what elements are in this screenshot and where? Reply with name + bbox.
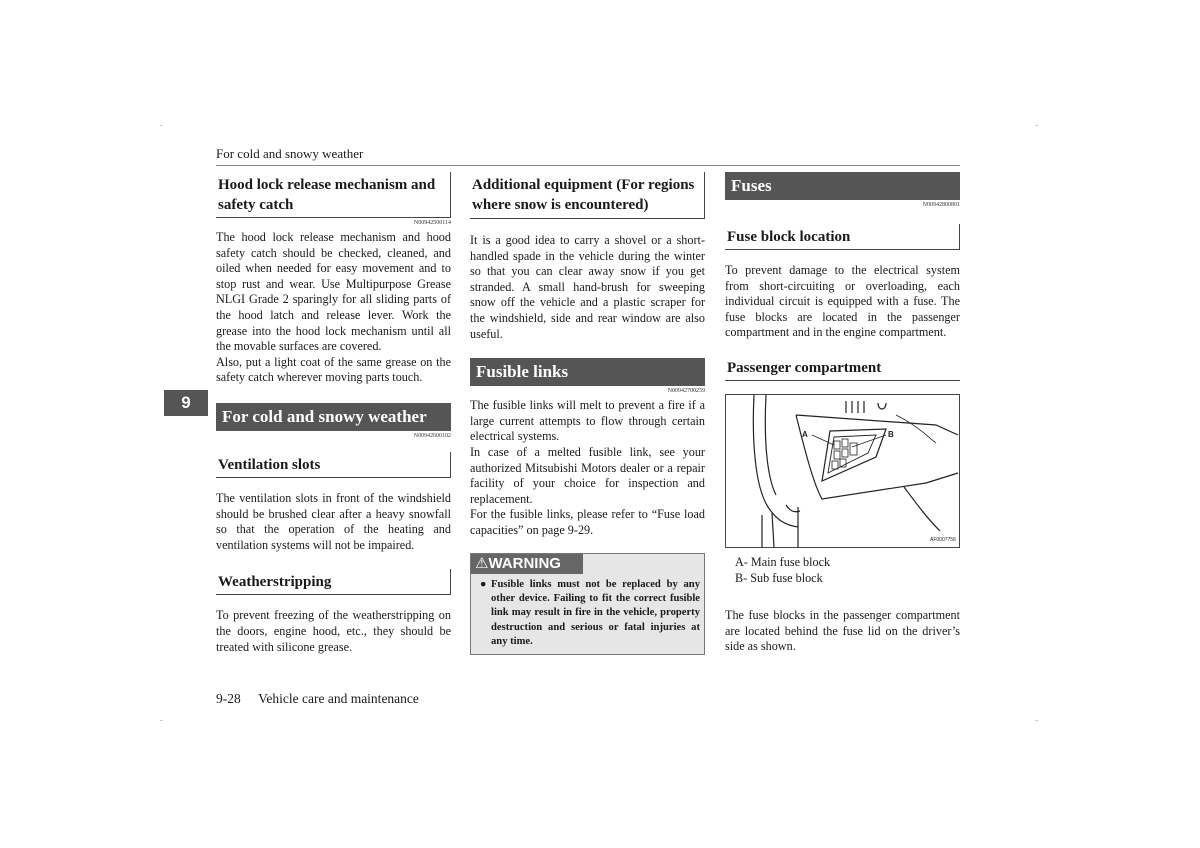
crop-mark [160, 720, 163, 721]
warning-header [471, 554, 583, 574]
heading-fuse-block-location: Fuse block location [725, 224, 960, 250]
reference-code: N00942800801 [922, 202, 960, 208]
crop-mark [160, 125, 163, 126]
heading-passenger-compartment: Passenger compartment [725, 355, 960, 381]
legend-sub-fuse-block: B- Sub fuse block [735, 570, 823, 585]
legend-main-fuse-block: A- Main fuse block [735, 554, 831, 569]
figure-legend [725, 555, 960, 586]
page-number: 9-28 [216, 691, 241, 706]
figure-code: AF0007756 [930, 536, 956, 543]
reference-code: N00942600102 [413, 432, 451, 439]
column-left [216, 172, 451, 655]
warning-label: WARNING [488, 554, 561, 572]
warning-body [471, 574, 704, 654]
crop-mark [1035, 125, 1038, 126]
bullet-icon: ● [480, 578, 487, 590]
column-right [725, 172, 960, 655]
warning-text: Fusible links must not be replaced by any other device. Failing to fit the correct fusible link may result in fire in the vehicle, property destruction and serious or fatal injuries at any time. [491, 578, 700, 648]
heading-hood-lock: Hood lock release mechanism and safety catch [216, 172, 451, 218]
paragraph-fusible-3: For the fusible links, please refer to “Fuse load capacities” on page 9-29. [470, 507, 705, 537]
paragraph-hood-lock: The hood lock release mechanism and hood safety catch should be checked, cleaned, and oiled when needed for easy movement and to stop rust and wear. Use Multipurpose Grease NLGI Grade 2 sparingly for all sliding parts of the hood latch and release lever. Work the grease into the hood lock mechanism until all the movable surfaces are covered. [216, 230, 451, 354]
chapter-tab: 9 [164, 390, 208, 416]
chapter-title: Vehicle care and maintenance [258, 691, 419, 706]
fuse-block-figure [725, 394, 960, 548]
paragraph-weatherstripping: To prevent freezing of the weatherstripping on the doors, engine hood, etc., they should be treated with silicone grease. [216, 608, 451, 654]
paragraph-fusible-2: In case of a melted fusible link, see your authorized Mitsubishi Motors dealer or a repair facility of your choice for inspection and replacement. [470, 444, 705, 506]
section-bar-cold-weather: For cold and snowy weather [216, 403, 451, 431]
heading-ventilation-slots: Ventilation slots [216, 452, 451, 478]
column-middle [470, 172, 705, 655]
crop-mark [1035, 720, 1038, 721]
paragraph-additional-equipment: It is a good idea to carry a shovel or a short-handled spade in the vehicle during the winter so that you can clear away snow if you get stranded. A small hand-brush for sweeping snow off the vehicle and a plastic scraper for the windshield, side and rear window are also useful. [470, 233, 705, 341]
warning-box [470, 553, 705, 655]
paragraph-fuse-location: To prevent damage to the electrical system from short-circuiting or overloading, each individual circuit is equipped with a fuse. The fuse blocks are located in the passenger compartment and in the engine compartment. [725, 263, 960, 340]
heading-weatherstripping: Weatherstripping [216, 569, 451, 595]
paragraph-fusible-1: The fusible links will melt to prevent a fire if a large current attempts to flow through certain electrical systems. [470, 398, 705, 444]
paragraph-passenger-fuse: The fuse blocks in the passenger compartment are located behind the fuse lid on the driver’s side as shown. [725, 608, 960, 654]
reference-code: N00942500114 [413, 220, 451, 226]
heading-additional-equipment: Additional equipment (For regions where snow is encountered) [470, 172, 705, 219]
section-bar-fusible-links: Fusible links [470, 358, 705, 386]
running-header: For cold and snowy weather [216, 146, 364, 161]
reference-code: N00942700259 [667, 388, 705, 395]
figure-label-a: A [802, 429, 808, 439]
warning-icon: ⚠ [475, 554, 489, 572]
paragraph-ventilation: The ventilation slots in front of the windshield should be brushed clear after a heavy snowfall so that the operation of the heating and ventilation systems will not be impaired. [216, 490, 451, 552]
figure-label-b: B [888, 429, 894, 439]
paragraph-hood-grease: Also, put a light coat of the same grease on the safety catch wherever moving parts touch. [216, 354, 451, 385]
header-divider [216, 165, 960, 166]
section-bar-fuses: Fuses [725, 172, 960, 200]
fuse-block-illustration [726, 395, 959, 547]
page-footer [216, 691, 419, 707]
